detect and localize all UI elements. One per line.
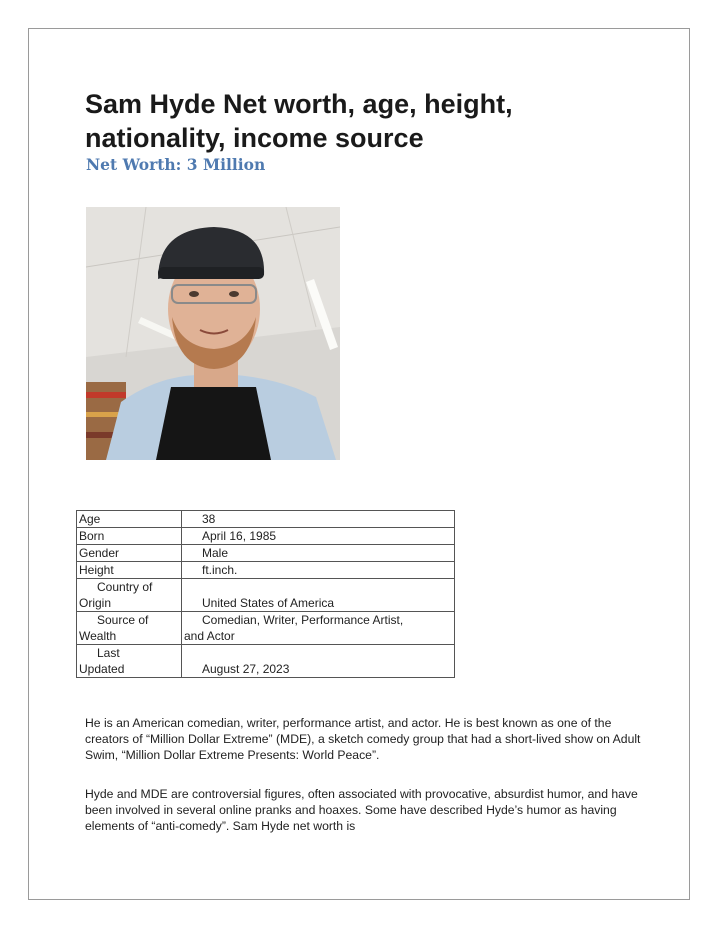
table-row	[77, 528, 455, 545]
portrait-illustration	[86, 207, 340, 460]
body-paragraph: He is an American comedian, writer, performance artist, and actor. He is best known as one of the creators of “Million Dollar Extreme” (MDE), a sketch comedy group that had a short-lived show on Adult Swim, “Million Dollar Extreme Presents: World Peace”.	[85, 716, 641, 762]
fact-label: Country of Origin	[77, 579, 182, 612]
fact-value: ft.inch.	[182, 562, 455, 579]
fact-value: Comedian, Writer, Performance Artist, and Actor	[182, 612, 455, 645]
table-row	[77, 579, 455, 612]
page-title: Sam Hyde Net worth, age, height, nationality, income source	[85, 89, 513, 153]
facts-table	[76, 510, 455, 678]
table-row	[77, 645, 455, 678]
fact-value: United States of America	[182, 579, 455, 612]
portrait-photo	[86, 207, 340, 460]
table-row	[77, 562, 455, 579]
fact-value: August 27, 2023	[182, 645, 455, 678]
fact-label: Gender	[77, 545, 182, 562]
table-row	[77, 612, 455, 645]
table-row	[77, 511, 455, 528]
fact-value: 38	[182, 511, 455, 528]
fact-label: Age	[77, 511, 182, 528]
fact-label: Last Updated	[77, 645, 182, 678]
body-paragraph: Hyde and MDE are controversial figures, often associated with provocative, absurdist humor, and have been involved in several online pranks and hoaxes. Some have described Hyde’s humor as having elements of “anti-comedy”. Sam Hyde net worth is	[85, 787, 638, 833]
fact-value: April 16, 1985	[182, 528, 455, 545]
fact-label: Height	[77, 562, 182, 579]
fact-value: Male	[182, 545, 455, 562]
net-worth-subtitle: Net Worth: 3 Million	[86, 155, 266, 174]
table-row	[77, 545, 455, 562]
fact-label: Source of Wealth	[77, 612, 182, 645]
document-page	[28, 28, 690, 900]
fact-label: Born	[77, 528, 182, 545]
